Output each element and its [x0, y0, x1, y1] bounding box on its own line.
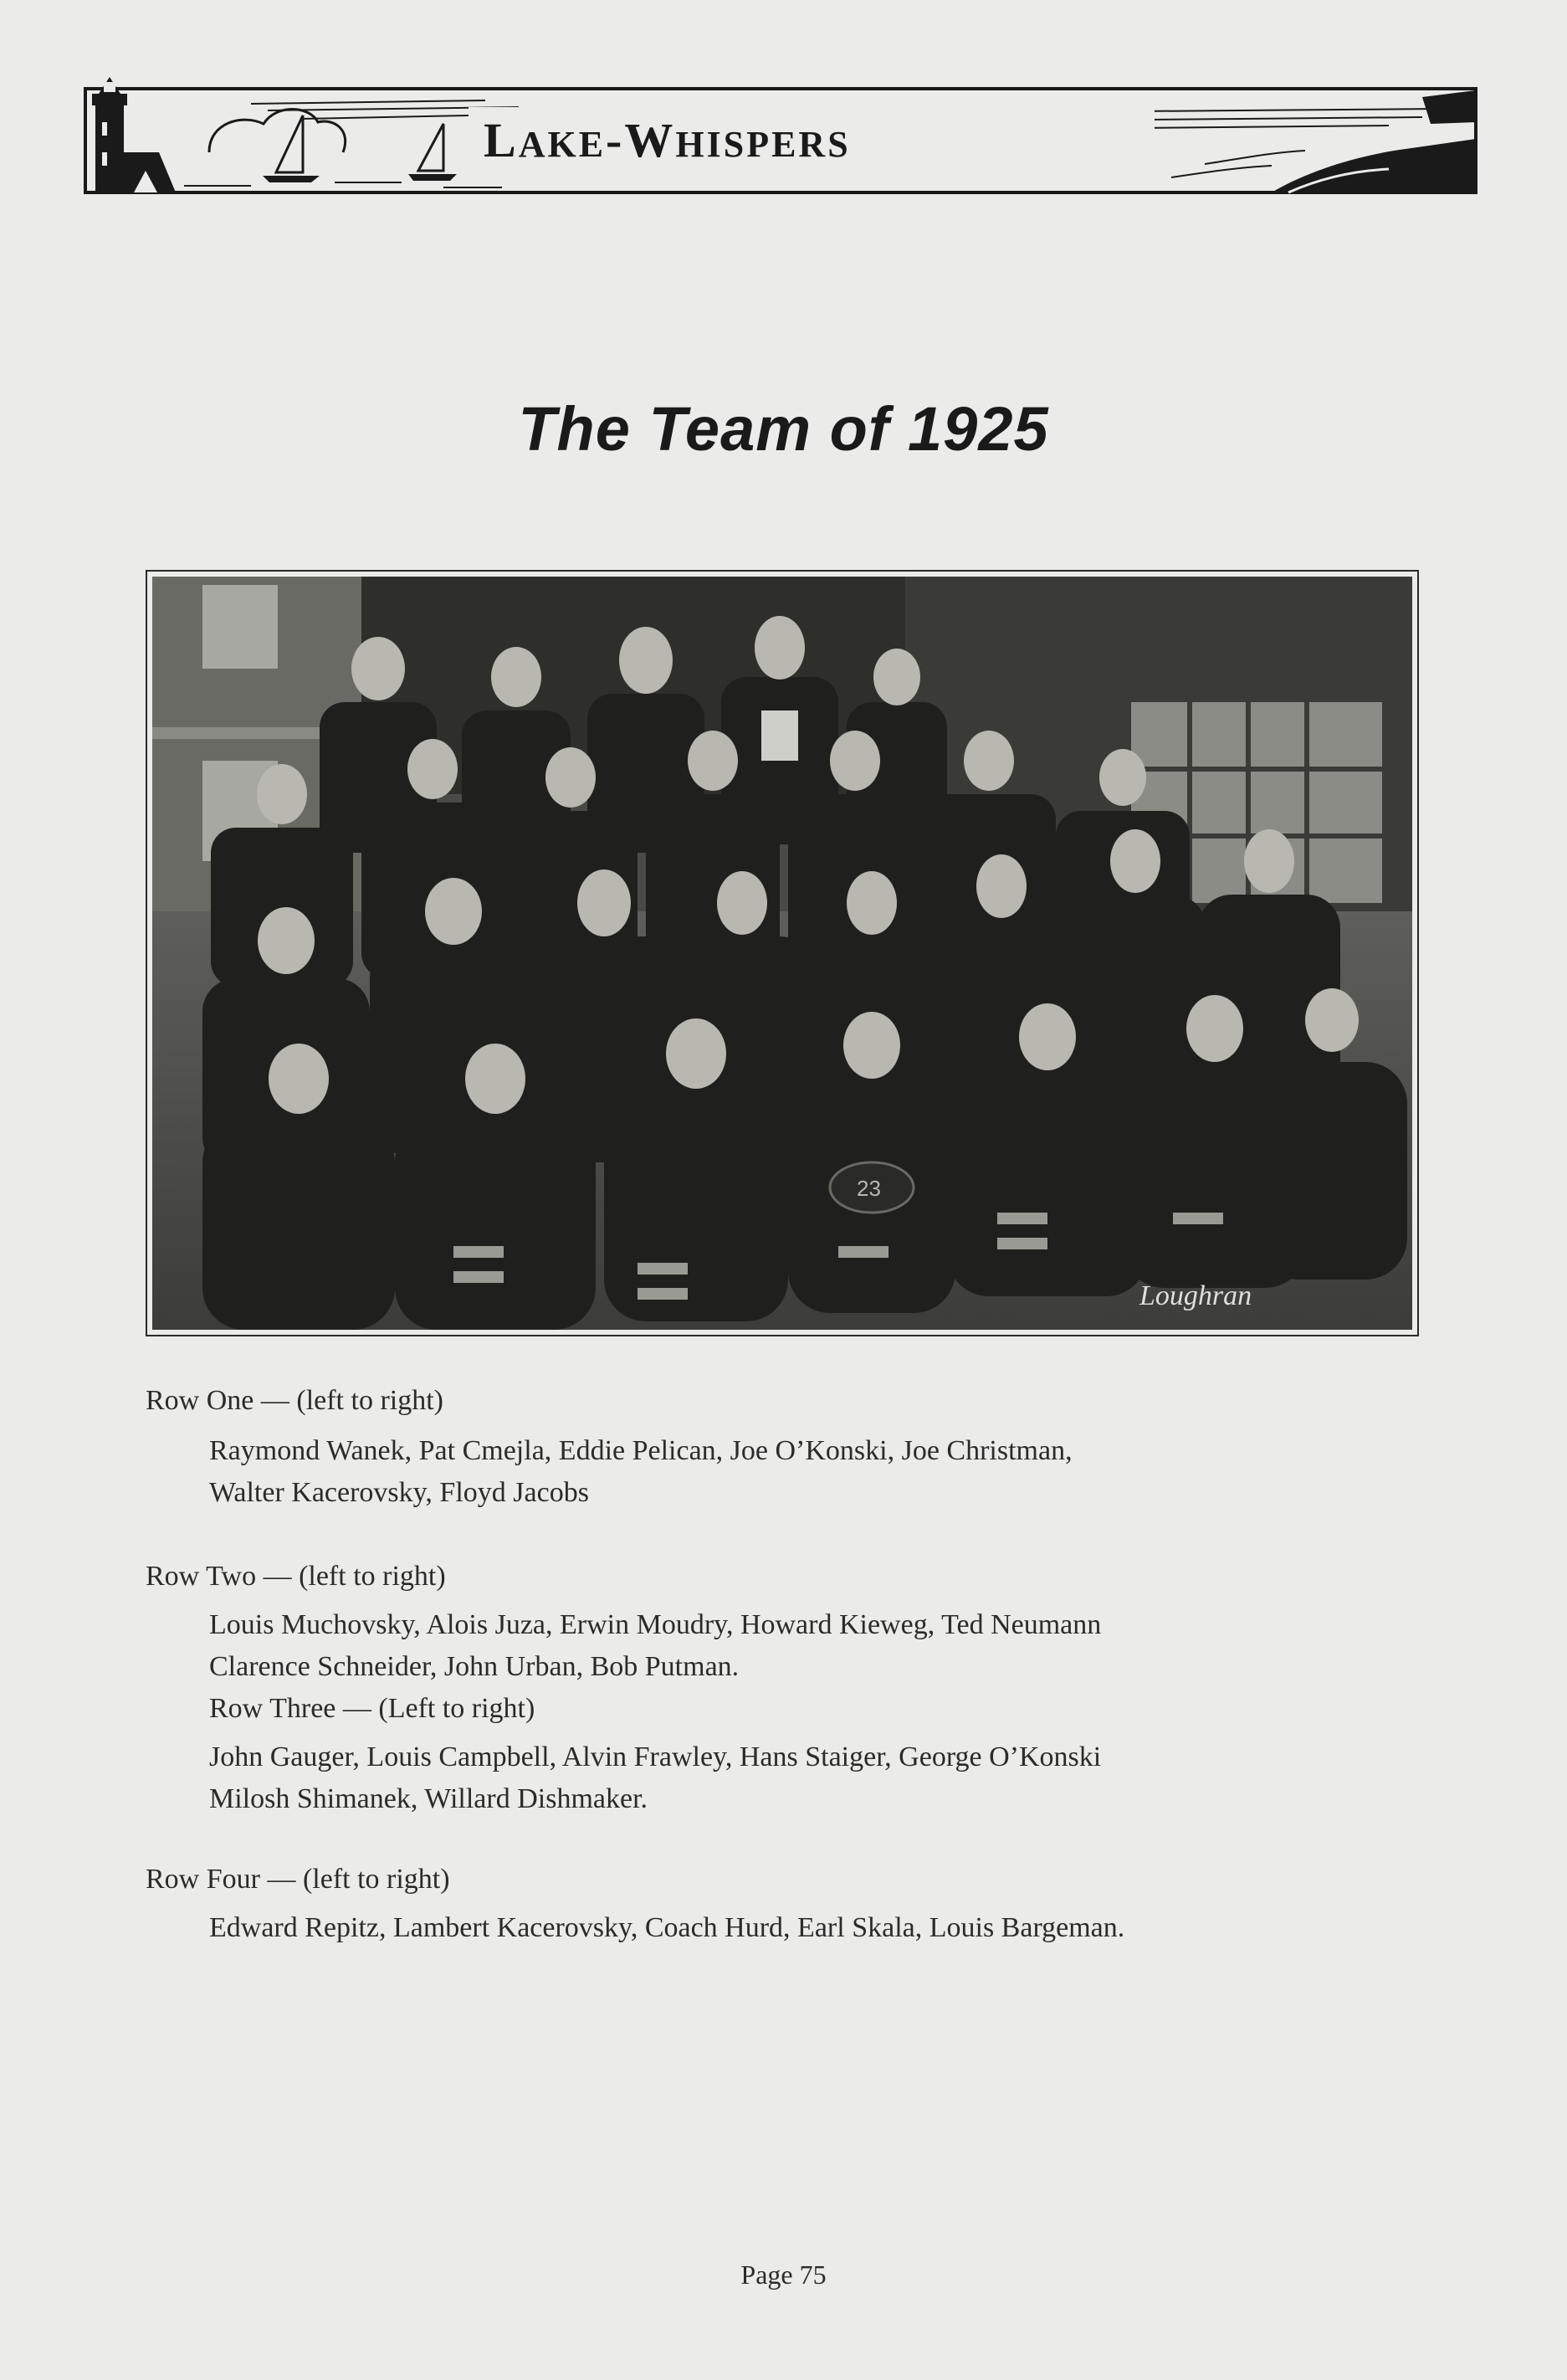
- page-number: Page 75: [740, 2259, 827, 2290]
- svg-text:23: 23: [857, 1176, 881, 1201]
- sailboat-icon: [263, 115, 457, 182]
- row-one-names-line1: Raymond Wanek, Pat Cmejla, Eddie Pelican, Joe O’Konski, Joe Christman,: [209, 1435, 1073, 1466]
- banner-title: LAKE-WHISPERS: [469, 107, 1155, 174]
- row-one-label: Row One — (left to right): [146, 1385, 443, 1416]
- header-banner: [84, 72, 1477, 194]
- row-three-names-line1: John Gauger, Louis Campbell, Alvin Frawley, Hans Staiger, George O’Konski: [209, 1741, 1102, 1772]
- team-photo: [152, 577, 1412, 1330]
- team-photo-frame: [146, 570, 1419, 1336]
- page-title: The Team of 1925: [518, 394, 1049, 464]
- row-three-label: Row Three — (Left to right): [209, 1693, 535, 1724]
- row-two-label: Row Two — (left to right): [146, 1561, 446, 1592]
- team-photo-illustration: [152, 577, 1412, 1330]
- row-four-names-line1: Edward Repitz, Lambert Kacerovsky, Coach Hurd, Earl Skala, Louis Bargeman.: [209, 1912, 1125, 1943]
- hillside-icon: [1171, 90, 1476, 192]
- photographer-signature: Loughran: [1139, 1280, 1252, 1311]
- row-two-names-line2: Clarence Schneider, John Urban, Bob Putman.: [209, 1651, 740, 1682]
- row-two-names-line1: Louis Muchovsky, Alois Juza, Erwin Moudry, Howard Kieweg, Ted Neumann: [209, 1609, 1102, 1640]
- row-four-label: Row Four — (left to right): [146, 1864, 450, 1895]
- row-one-names-line2: Walter Kacerovsky, Floyd Jacobs: [209, 1477, 589, 1508]
- lighthouse-icon: [92, 77, 176, 192]
- row-three-names-line2: Milosh Shimanek, Willard Dishmaker.: [209, 1783, 648, 1814]
